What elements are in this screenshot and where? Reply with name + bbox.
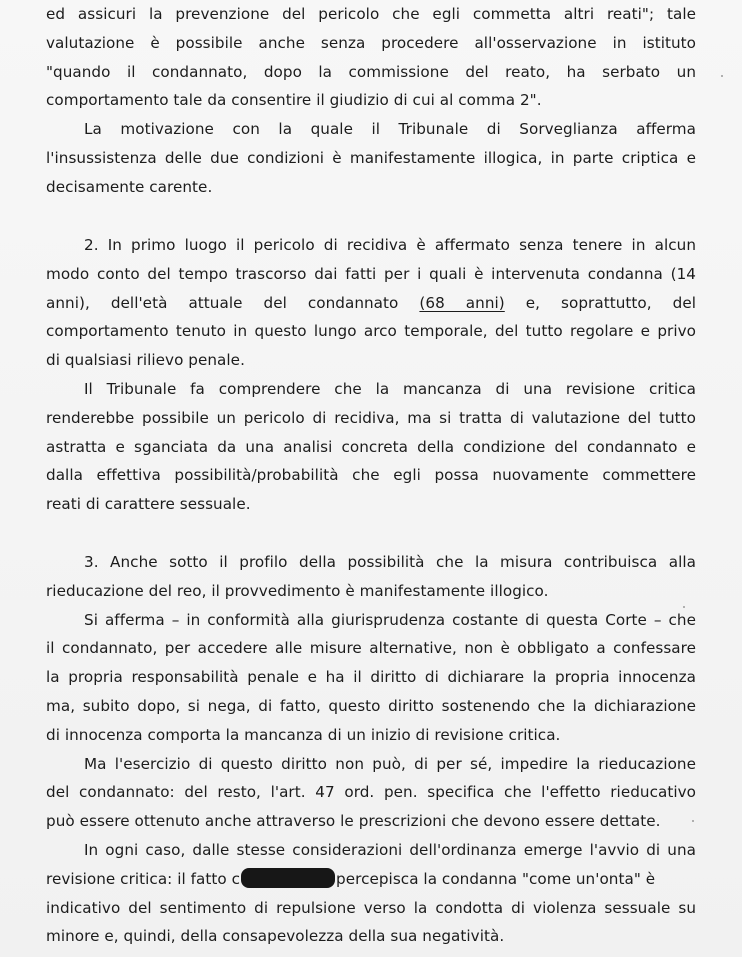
text-line: del condannato: del resto, l'art. 47 ord. pen. specifica che l'effetto rieducativo bbox=[46, 783, 696, 802]
text-line: "quando il condannato, dopo la commissione del reato, ha serbato un bbox=[46, 62, 696, 81]
text-line: reati di carattere sessuale. bbox=[46, 495, 251, 514]
text-line: 3. Anche sotto il profilo della possibilità che la misura contribuisca alla bbox=[84, 553, 696, 571]
scan-speck bbox=[692, 820, 694, 822]
text-line: Ma l'esercizio di questo diritto non può, di per sé, impedire la rieducazione bbox=[84, 754, 696, 773]
text-fragment: e, soprattutto, del bbox=[525, 293, 696, 312]
text-line: comportamento tale da consentire il giudizio di cui al comma 2". bbox=[46, 91, 542, 110]
text-line: ed assicuri la prevenzione del pericolo che egli commetta altri reati"; tale bbox=[46, 5, 696, 23]
text-line: decisamente carente. bbox=[46, 177, 213, 196]
text-line: minore e, quindi, della consapevolezza della sua negatività. bbox=[46, 927, 505, 946]
text-line: astratta e sganciata da una analisi concreta della condizione del condannato e bbox=[46, 437, 696, 456]
text-line bbox=[46, 289, 696, 318]
text-line: comportamento tenuto in questo lungo arco temporale, del tutto regolare e privo bbox=[46, 322, 696, 341]
text-line: modo conto del tempo trascorso dai fatti per i quali è intervenuta condanna (14 bbox=[46, 264, 696, 283]
paragraph-motivazione bbox=[46, 115, 696, 201]
text-line: 2. In primo luogo il pericolo di recidiva è affermato senza tenere in alcun bbox=[84, 236, 696, 254]
underlined-age: (68 anni) bbox=[419, 293, 505, 312]
text-line: La motivazione con la quale il Tribunale di Sorveglianza afferma bbox=[84, 120, 696, 138]
text-fragment: percepisca la condanna "come un'onta" è bbox=[336, 869, 656, 888]
section-3 bbox=[46, 548, 696, 951]
text-line: renderebbe possibile un pericolo di recidiva, ma si tratta di valutazione del tutto bbox=[46, 408, 696, 427]
text-line: ma, subito dopo, si nega, di fatto, questo diritto sostenendo che la dichiarazione bbox=[46, 696, 696, 715]
text-fragment: revisione critica: il fatto c bbox=[46, 869, 241, 888]
text-line: il condannato, per accedere alle misure alternative, non è obbligato a confessare bbox=[46, 639, 696, 658]
text-line: Il Tribunale fa comprendere che la mancanza di una revisione critica bbox=[84, 379, 696, 398]
paragraph-continuation bbox=[46, 0, 696, 115]
text-line: indicativo del sentimento di repulsione verso la condotta di violenza sessuale su bbox=[46, 898, 696, 917]
text-line: Si afferma – in conformità alla giurisprudenza costante di questa Corte – che bbox=[84, 610, 696, 629]
text-line: può essere ottenuto anche attraverso le prescrizioni che devono essere dettate. bbox=[46, 812, 661, 831]
text-fragment: anni), dell'età attuale del condannato bbox=[46, 293, 399, 312]
text-line: In ogni caso, dalle stesse considerazioni dell'ordinanza emerge l'avvio di una bbox=[84, 840, 696, 859]
section-2 bbox=[46, 231, 696, 519]
text-line: rieducazione del reo, il provvedimento è manifestamente illogico. bbox=[46, 581, 549, 600]
text-line: dalla effettiva possibilità/probabilità che egli possa nuovamente commettere bbox=[46, 466, 696, 485]
text-line: valutazione è possibile anche senza procedere all'osservazione in istituto bbox=[46, 33, 696, 52]
text-line: di innocenza comporta la mancanza di un inizio di revisione critica. bbox=[46, 725, 561, 744]
redaction-block bbox=[241, 868, 335, 888]
text-line: di qualsiasi rilievo penale. bbox=[46, 351, 245, 370]
scan-speck bbox=[721, 75, 723, 77]
text-line: la propria responsabilità penale e ha il diritto di dichiarare la propria innocenza bbox=[46, 668, 696, 687]
text-line bbox=[46, 865, 696, 894]
scan-speck bbox=[683, 606, 685, 608]
text-line: l'insussistenza delle due condizioni è manifestamente illogica, in parte criptica e bbox=[46, 148, 696, 167]
